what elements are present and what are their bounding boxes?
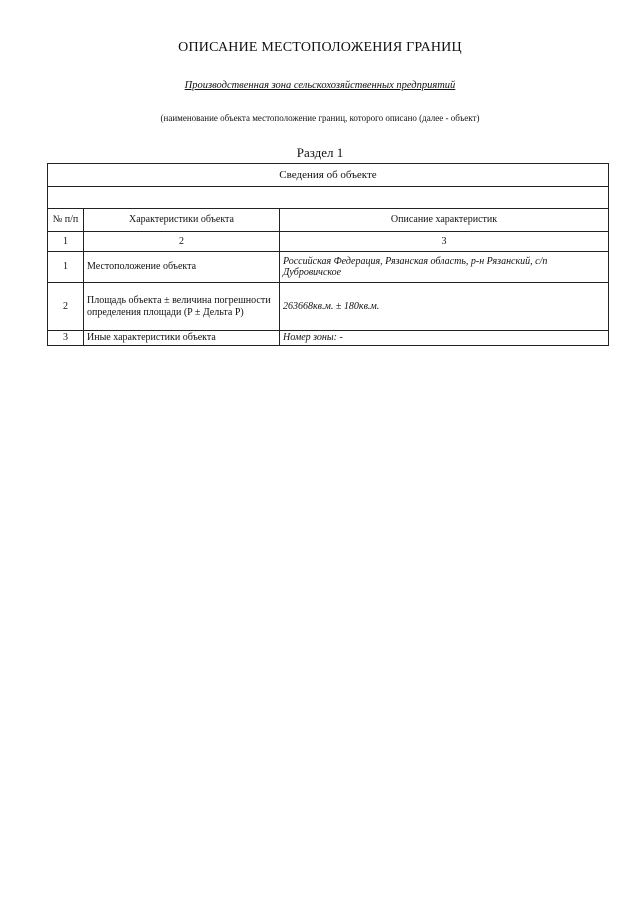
object-name [0, 80, 640, 91]
table-row [48, 283, 609, 331]
table-column-numbers-row [48, 232, 609, 252]
column-number: 3 [280, 232, 609, 252]
table-header-row [48, 164, 609, 187]
row-description: Российская Федерация, Рязанская область, р-н Рязанский, с/п Дубровичское [280, 252, 609, 283]
row-characteristic: Площадь объекта ± величина погрешности определения площади (P ± Дельта P) [84, 283, 280, 331]
column-number: 1 [48, 232, 84, 252]
row-number: 2 [48, 283, 84, 331]
row-description: 263668кв.м. ± 180кв.м. [280, 283, 609, 331]
table-empty-row [48, 187, 609, 209]
object-name-text: Производственная зона сельскохозяйственных предприятий [184, 80, 456, 91]
row-characteristic: Местоположение объекта [84, 252, 280, 283]
document-title: ОПИСАНИЕ МЕСТОПОЛОЖЕНИЯ ГРАНИЦ [178, 40, 462, 55]
column-header-num: № п/п [48, 209, 84, 232]
row-characteristic: Иные характеристики объекта [84, 331, 280, 346]
row-number: 3 [48, 331, 84, 346]
table-row [48, 252, 609, 283]
row-description: Номер зоны: - [280, 331, 609, 346]
column-header-description: Описание характеристик [280, 209, 609, 232]
row-number: 1 [48, 252, 84, 283]
column-header-characteristic: Характеристики объекта [84, 209, 280, 232]
column-number: 2 [84, 232, 280, 252]
table-empty-cell [48, 187, 609, 209]
table-columns-row [48, 209, 609, 232]
table-row [48, 331, 609, 346]
section-title: Раздел 1 [296, 145, 344, 160]
object-info-table [47, 163, 609, 346]
table-header: Сведения об объекте [48, 164, 609, 187]
object-caption: (наименование объекта местоположение границ, которого описано (далее - объект) [160, 113, 480, 123]
